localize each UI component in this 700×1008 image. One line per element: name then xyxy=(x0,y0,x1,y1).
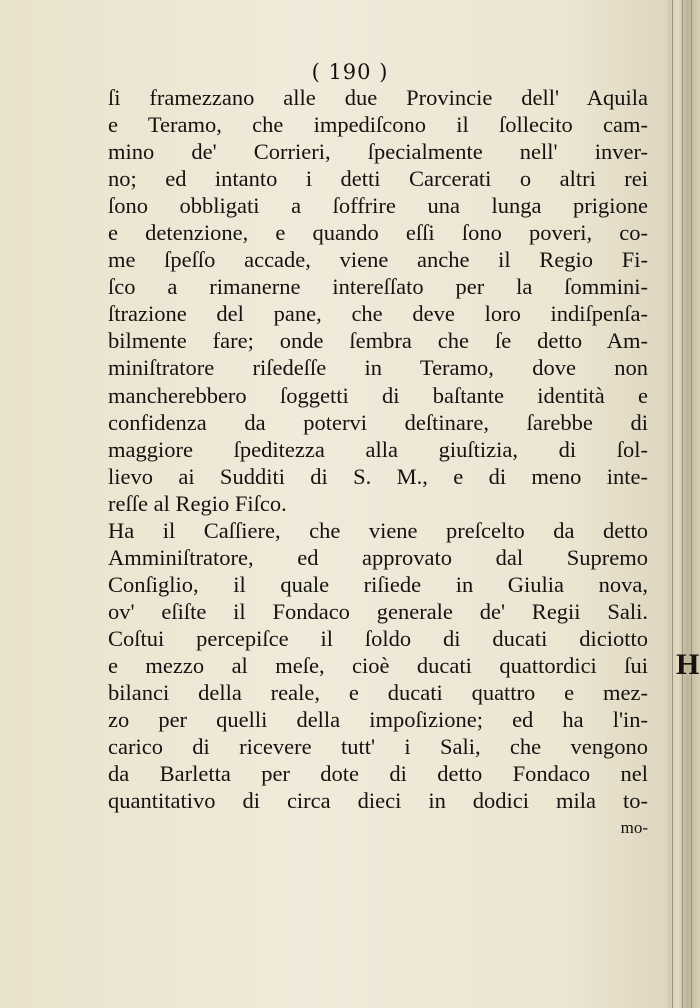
text-line: da Barletta per dote di detto Fondaco nel xyxy=(108,761,648,787)
text-line: confidenza da potervi deſtinare, ſarebbe di xyxy=(108,409,648,435)
catchword: mo- xyxy=(620,818,648,838)
page-fore-edge xyxy=(668,0,700,1008)
facing-page-letter: H xyxy=(676,648,700,681)
text-line: ſtrazione del pane, che deve loro indiſpenſa- xyxy=(108,301,648,327)
text-line: bilmente fare; onde ſembra che ſe detto Am- xyxy=(108,328,648,354)
text-line: Coſtui percepiſce il ſoldo di ducati diciotto xyxy=(108,625,648,651)
text-line: e detenzione, e quando eſſi ſono poveri, co- xyxy=(108,220,648,246)
text-line: quantitativo di circa dieci in dodici mila to- xyxy=(108,788,648,814)
text-line: no; ed intanto i detti Carcerati o altri rei xyxy=(108,166,648,192)
text-line: bilanci della reale, e ducati quattro e mez- xyxy=(108,680,648,706)
text-line: ſi framezzano alle due Provincie dell' Aquila xyxy=(108,85,648,110)
paragraph-start-line: Ha il Caſſiere, che viene preſcelto da detto xyxy=(108,517,648,543)
text-line: carico di ricevere tutt' i Sali, che vengono xyxy=(108,734,648,760)
text-line: Amminiſtratore, ed approvato dal Supremo xyxy=(108,544,648,570)
text-line: e Teramo, che impediſcono il ſollecito cam- xyxy=(108,112,648,138)
text-line: lievo ai Sudditi di S. M., e di meno inte- xyxy=(108,463,648,489)
text-line: mino de' Corrieri, ſpecialmente nell' inver- xyxy=(108,139,648,165)
text-line: zo per quelli della impoſizione; ed ha l'in- xyxy=(108,707,648,733)
text-line: Conſiglio, il quale riſiede in Giulia nova, xyxy=(108,571,648,597)
text-line: miniſtratore riſedeſſe in Teramo, dove non xyxy=(108,355,648,381)
text-line: me ſpeſſo accade, viene anche il Regio Fi- xyxy=(108,247,648,273)
text-line: e mezzo al meſe, cioè ducati quattordici ſui xyxy=(108,652,648,678)
text-line: ſco a rimanerne intereſſato per la ſommini- xyxy=(108,274,648,300)
text-line: ſono obbligati a ſoffrire una lunga prigione xyxy=(108,193,648,219)
body-text xyxy=(108,84,648,841)
text-line: ov' eſiſte il Fondaco generale de' Regii Sali. xyxy=(108,598,648,624)
text-line: mancherebbero ſoggetti di baſtante identità e xyxy=(108,382,648,408)
page-number: ( 190 ) xyxy=(311,60,389,84)
text-line: reſſe al Regio Fiſco. xyxy=(108,490,287,516)
text-line: maggiore ſpeditezza alla giuſtizia, di ſol- xyxy=(108,436,648,462)
